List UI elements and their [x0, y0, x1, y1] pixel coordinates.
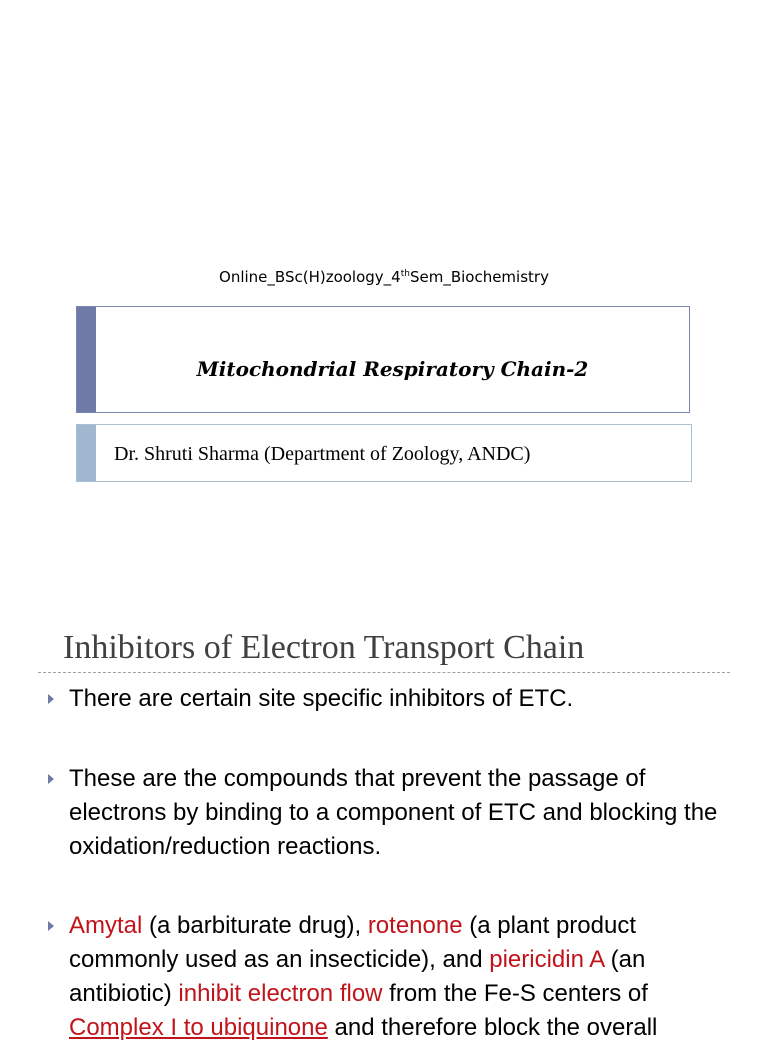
heading-divider [38, 672, 730, 673]
bullet-text-part: (a barbiturate drug), [142, 912, 368, 939]
slide-title: Mitochondrial Respiratory Chain-2 [196, 357, 589, 381]
bullet-text-part: from the Fe-S centers of [382, 980, 648, 1007]
inhibitor-piericidin: piericidin A [489, 946, 604, 973]
bullet-text-part: and therefore block the overall [327, 1014, 658, 1041]
bullet-arrow-icon [48, 921, 54, 931]
bullet-text-part: (a plant product commonly used as an insecticide), and [69, 912, 636, 973]
bullet-text-part: (an antibiotic) [69, 946, 646, 1007]
course-line [0, 268, 768, 286]
title-box [76, 306, 690, 413]
inhibitor-amytal: Amytal [69, 912, 143, 939]
inhibit-electron-flow: inhibit electron flow [178, 980, 383, 1007]
bullet-item [48, 682, 728, 716]
bullet-item [48, 909, 728, 1045]
inhibitor-rotenone: rotenone [367, 912, 463, 939]
content-slide [0, 575, 768, 1041]
author-box [76, 424, 692, 482]
bullet-arrow-icon [48, 774, 54, 784]
bullet-text: There are certain site specific inhibitors of ETC. [69, 685, 574, 712]
bullet-text [69, 909, 728, 1045]
course-superscript: th [400, 269, 410, 279]
bullet-arrow-icon [48, 694, 54, 704]
course-suffix: Sem_Biochemistry [409, 268, 549, 286]
author-accent-bar [77, 425, 96, 481]
bullet-item [48, 762, 728, 864]
bullet-text: These are the compounds that prevent the passage of electrons by binding to a component of ETC and blocking the oxidation/reduction reactions. [69, 765, 718, 860]
author-line: Dr. Shruti Sharma (Department of Zoology, ANDC) [114, 443, 531, 465]
complex-i-to-ubiquinone: Complex I to ubiquinone [69, 1014, 328, 1041]
title-accent-bar [77, 307, 96, 412]
course-prefix: Online_BSc(H)zoology_4 [219, 268, 401, 286]
slide-heading: Inhibitors of Electron Transport Chain [63, 629, 585, 666]
